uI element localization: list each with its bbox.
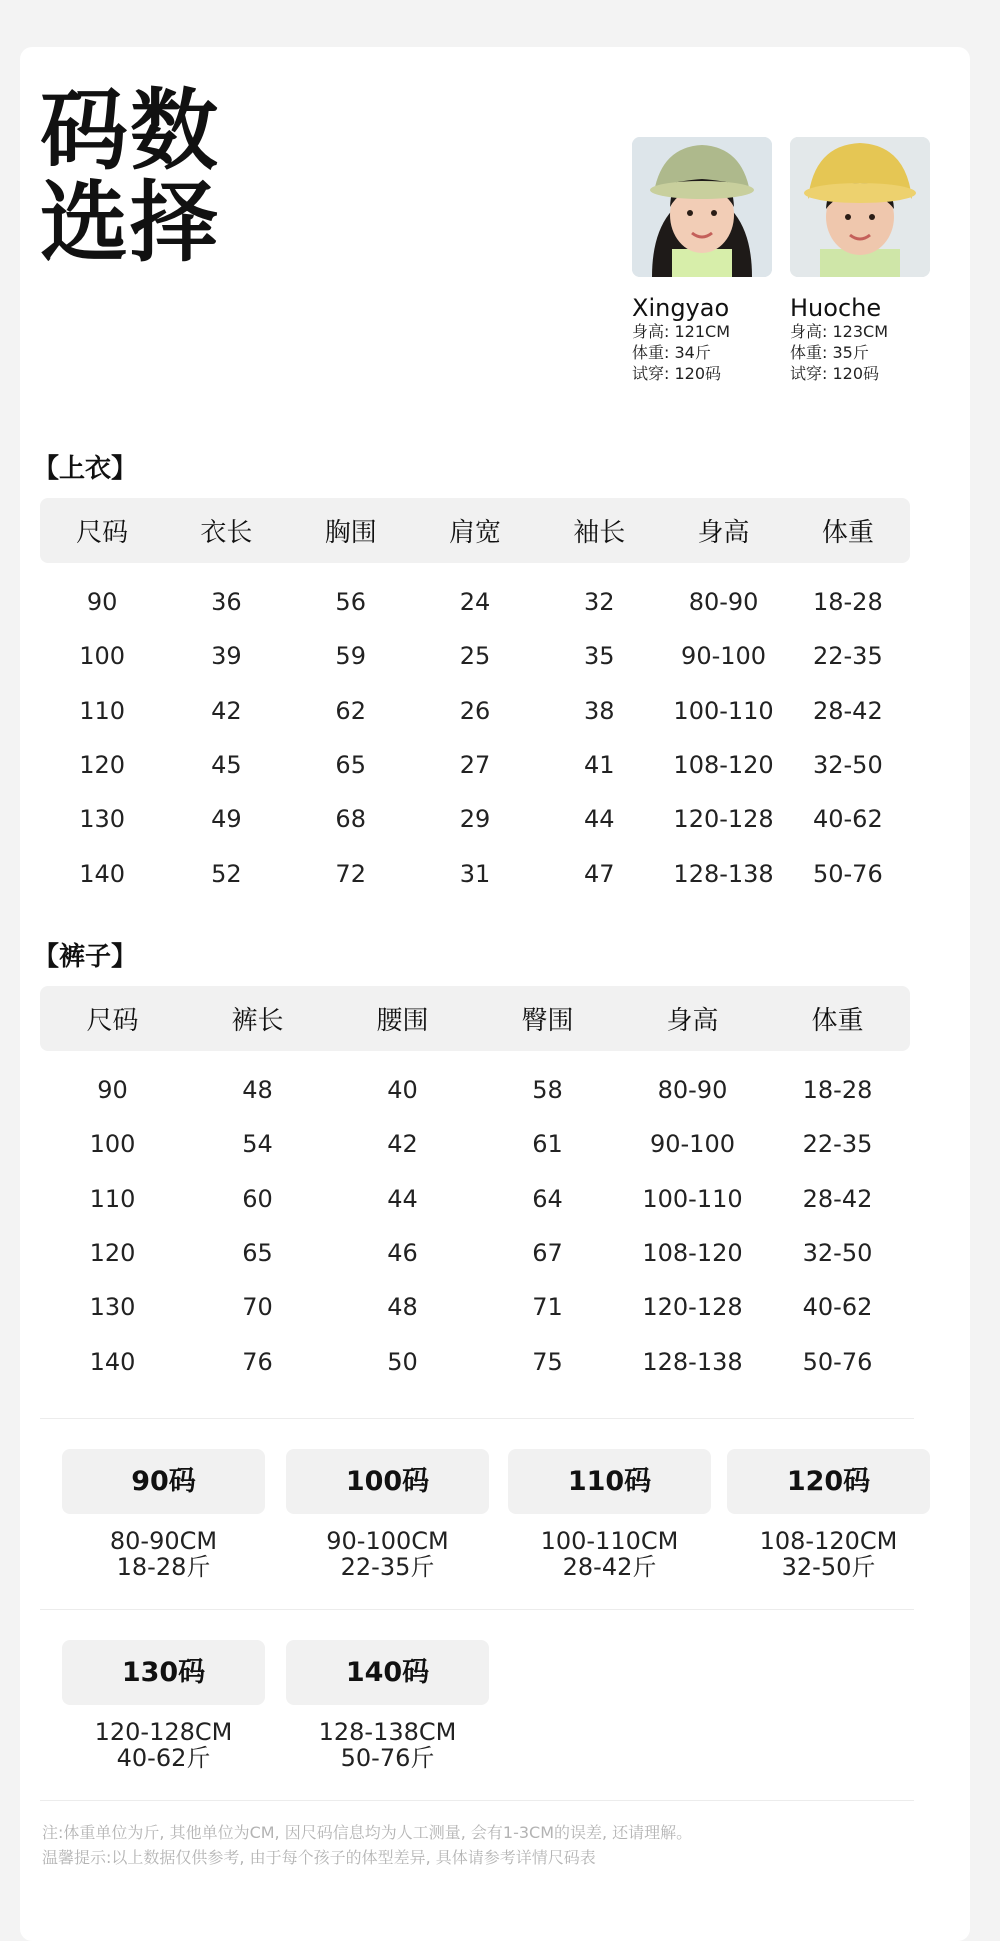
table-cell: 100 — [79, 642, 126, 671]
table-cell: 22-35 — [812, 642, 883, 671]
table-cell: 128-138 — [642, 1347, 743, 1376]
table-cell: 29 — [459, 805, 491, 834]
table-cell: 110 — [79, 696, 126, 725]
column-header: 身高 — [697, 518, 750, 548]
footnote-units: 注:体重单位为斤, 其他单位为CM, 因尺码信息均为人工测量, 会有1-3CM的误差, 还请理解。 — [42, 1823, 693, 1842]
table-body — [40, 1063, 910, 1389]
divider — [40, 1800, 914, 1801]
model-photo — [632, 137, 772, 277]
table-row — [40, 1280, 910, 1334]
column-header: 腰围 — [376, 1006, 429, 1036]
table-row — [40, 1117, 910, 1171]
table-cell: 110 — [89, 1184, 136, 1213]
size-guide-110 — [508, 1449, 711, 1580]
table-cell: 47 — [584, 859, 615, 888]
table-cell: 64 — [532, 1184, 563, 1213]
model-photo — [790, 137, 930, 277]
table-cell: 40 — [387, 1076, 418, 1105]
size-height-range: 100-110CM — [540, 1527, 679, 1555]
size-guide-140 — [286, 1640, 489, 1771]
table-row — [40, 1172, 910, 1226]
table-cell: 75 — [532, 1347, 563, 1376]
size-height-range: 90-100CM — [326, 1527, 449, 1555]
column-header: 身高 — [666, 1006, 719, 1036]
table-cell: 45 — [211, 751, 242, 780]
table-cell: 72 — [335, 859, 366, 888]
table-body — [40, 575, 910, 901]
table-cell: 42 — [211, 696, 242, 725]
table-cell: 67 — [532, 1239, 563, 1268]
table-cell: 46 — [387, 1239, 418, 1268]
table-row — [40, 1334, 910, 1388]
table-cell: 70 — [242, 1293, 273, 1322]
table-cell: 61 — [532, 1130, 563, 1159]
table-cell: 62 — [335, 696, 366, 725]
table-cell: 59 — [335, 642, 366, 671]
table-cell: 50-76 — [802, 1347, 873, 1376]
model-height: 身高: 121CM — [632, 322, 730, 341]
table-cell: 90 — [86, 588, 118, 617]
table-cell: 58 — [532, 1076, 563, 1105]
table-cell: 80-90 — [688, 588, 759, 617]
table-cell: 31 — [459, 859, 491, 888]
column-header: 臀围 — [521, 1006, 574, 1036]
table-cell: 52 — [211, 859, 242, 888]
table-cell: 100 — [89, 1130, 136, 1159]
table-cell: 120-128 — [673, 805, 774, 834]
table-cell: 54 — [242, 1130, 273, 1159]
table-row — [40, 846, 910, 900]
model-name: Xingyao — [632, 294, 730, 322]
table-cell: 44 — [584, 805, 615, 834]
table-cell: 25 — [459, 642, 491, 671]
size-badge: 90码 — [62, 1449, 265, 1514]
table-row — [40, 1226, 910, 1280]
table-cell: 120 — [89, 1239, 136, 1268]
model-card-xingyao — [632, 137, 772, 384]
table-cell: 48 — [387, 1293, 418, 1322]
size-weight-range: 28-42斤 — [562, 1553, 657, 1581]
table-cell: 60 — [242, 1184, 273, 1213]
table-row — [40, 684, 910, 738]
size-guide-120 — [727, 1449, 930, 1580]
table-row — [40, 1063, 910, 1117]
table-cell: 39 — [211, 642, 242, 671]
size-height-range: 128-138CM — [318, 1718, 457, 1746]
column-header: 尺码 — [76, 518, 129, 548]
table-cell: 32-50 — [802, 1239, 873, 1268]
table-cell: 108-120 — [673, 751, 774, 780]
table-cell: 36 — [211, 588, 242, 617]
model-weight: 体重: 35斤 — [790, 343, 869, 362]
size-badge: 110码 — [508, 1449, 711, 1514]
model-tried-size: 试穿: 120码 — [790, 364, 880, 383]
table-cell: 71 — [532, 1293, 563, 1322]
table-row — [40, 792, 910, 846]
table-row — [40, 738, 910, 792]
table-cell: 65 — [242, 1239, 273, 1268]
table-cell: 140 — [89, 1347, 136, 1376]
table-cell: 80-90 — [657, 1076, 728, 1105]
table-row — [40, 575, 910, 629]
size-height-range: 80-90CM — [109, 1527, 218, 1555]
table-header — [40, 986, 910, 1051]
table-cell: 26 — [459, 696, 491, 725]
size-weight-range: 18-28斤 — [116, 1553, 211, 1581]
table-cell: 90 — [97, 1076, 128, 1105]
model-card-huoche — [790, 137, 930, 384]
model-name: Huoche — [790, 294, 882, 322]
table-cell: 108-120 — [642, 1239, 743, 1268]
divider — [40, 1609, 914, 1610]
size-weight-range: 40-62斤 — [116, 1744, 211, 1772]
table-cell: 27 — [459, 751, 491, 780]
table-cell: 76 — [242, 1347, 273, 1376]
table-cell: 40-62 — [802, 1293, 873, 1322]
table-cell: 44 — [387, 1184, 418, 1213]
table-cell: 22-35 — [802, 1130, 873, 1159]
column-header: 衣长 — [200, 518, 253, 548]
table-cell: 130 — [79, 805, 126, 834]
table-cell: 38 — [584, 696, 615, 725]
footnote — [42, 1820, 692, 1870]
section-label-pants: 【裤子】 — [33, 942, 138, 972]
table-cell: 68 — [335, 805, 366, 834]
column-header: 体重 — [821, 518, 874, 548]
table-cell: 90-100 — [681, 642, 767, 671]
table-cell: 41 — [584, 751, 615, 780]
size-badge: 120码 — [727, 1449, 930, 1514]
column-header: 裤长 — [231, 1006, 284, 1036]
divider — [40, 1418, 914, 1419]
size-height-range: 108-120CM — [759, 1527, 898, 1555]
size-weight-range: 50-76斤 — [340, 1744, 435, 1772]
size-badge: 140码 — [286, 1640, 489, 1705]
table-cell: 24 — [459, 588, 491, 617]
page-title-line1: 码数 — [40, 79, 221, 182]
size-height-range: 120-128CM — [94, 1718, 233, 1746]
size-guide-130 — [62, 1640, 265, 1771]
size-guide-100 — [286, 1449, 489, 1580]
column-header: 体重 — [811, 1006, 864, 1036]
table-cell: 90-100 — [649, 1130, 735, 1159]
page-title-line2: 选择 — [40, 171, 221, 274]
size-weight-range: 32-50斤 — [781, 1553, 876, 1581]
model-weight: 体重: 34斤 — [632, 343, 711, 362]
table-cell: 140 — [79, 859, 126, 888]
table-cell: 18-28 — [802, 1076, 873, 1105]
table-cell: 48 — [242, 1076, 273, 1105]
table-cell: 32 — [584, 588, 615, 617]
pants-size-table — [40, 986, 910, 1389]
table-cell: 28-42 — [812, 696, 883, 725]
table-cell: 18-28 — [812, 588, 883, 617]
table-cell: 50 — [387, 1347, 418, 1376]
table-cell: 65 — [335, 751, 366, 780]
model-tried-size: 试穿: 120码 — [632, 364, 722, 383]
table-cell: 35 — [584, 642, 615, 671]
table-cell: 50-76 — [812, 859, 883, 888]
table-row — [40, 629, 910, 683]
table-cell: 49 — [211, 805, 242, 834]
size-badge: 130码 — [62, 1640, 265, 1705]
column-header: 肩宽 — [448, 518, 501, 548]
footnote-tip: 温馨提示:以上数据仅供参考, 由于每个孩子的体型差异, 具体请参考详情尺码表 — [42, 1848, 596, 1867]
tops-size-table — [40, 498, 910, 901]
table-cell: 120-128 — [642, 1293, 743, 1322]
table-cell: 100-110 — [673, 696, 774, 725]
table-cell: 32-50 — [812, 751, 883, 780]
column-header: 尺码 — [86, 1006, 139, 1036]
table-cell: 100-110 — [642, 1184, 743, 1213]
table-header — [40, 498, 910, 563]
table-cell: 42 — [387, 1130, 418, 1159]
section-label-tops: 【上衣】 — [33, 454, 138, 484]
table-cell: 128-138 — [673, 859, 774, 888]
model-height: 身高: 123CM — [790, 322, 888, 341]
table-cell: 130 — [89, 1293, 136, 1322]
size-guide-90 — [62, 1449, 265, 1580]
size-weight-range: 22-35斤 — [340, 1553, 435, 1581]
table-cell: 28-42 — [802, 1184, 873, 1213]
column-header: 胸围 — [324, 518, 377, 548]
size-badge: 100码 — [286, 1449, 489, 1514]
column-header: 袖长 — [573, 518, 626, 548]
table-cell: 56 — [335, 588, 366, 617]
table-cell: 40-62 — [812, 805, 883, 834]
page-title — [40, 79, 221, 274]
table-cell: 120 — [79, 751, 126, 780]
